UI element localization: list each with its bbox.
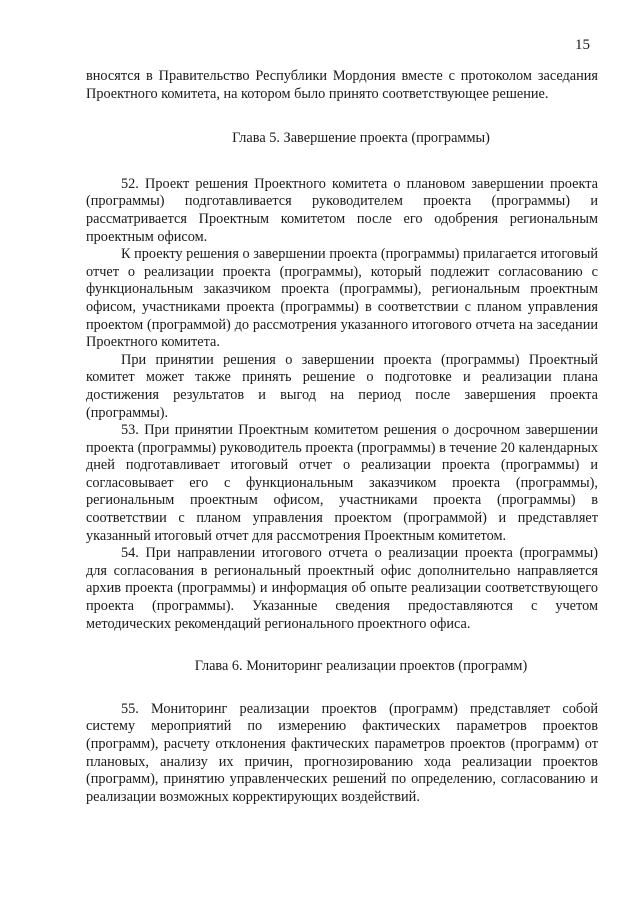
paragraph-52-attachment: К проекту решения о завершении проекта (программы) прилагается итоговый отчет о реализации проекта (программы), который подлежит согласованию с функциональным заказчиком проекта (программы), региональным проектным офисом, участниками проекта (программы) в соответствии с планом управления проектом (программой) до рассмотрения указанного итогового отчета на заседании Проектного комитета. [86,246,598,351]
page-number: 15 [575,37,590,53]
paragraph-52-plan: При принятии решения о завершении проекта (программы) Проектный комитет может также принять решение о подготовке и реализации плана достижения результатов и выгод на период после завершения проекта (программы). [86,351,598,421]
paragraph-53: 53. При принятии Проектным комитетом решения о досрочном завершении проекта (программы) руководитель проекта (программы) в течение 20 календарных дней подготавливает итоговый отчет о реализации проекта (программы) и согласовывает его с функциональным заказчиком проекта (программы), региональным проектным офисом, участниками проекта (программы) в соответствии с планом управления проектом (программой) и представляет указанный итоговый отчет для рассмотрения Проектным комитетом. [86,422,598,544]
paragraph-54: 54. При направлении итогового отчета о реализации проекта (программы) для согласования в региональный проектный офис дополнительно направляется архив проекта (программы) и информация об опыте реализации соответствующего проекта (программы). Указанные сведения предоставляются с учетом методических рекомендаций регионального проектного офиса. [86,545,598,632]
intro-paragraph: вносятся в Правительство Республики Мордония вместе с протоколом заседания Проектного комитета, на котором было принято соответствующее решение. [86,68,598,102]
chapter-6-heading: Глава 6. Мониторинг реализации проектов (программ) [194,658,528,675]
document-body [86,68,598,806]
chapter-5-heading: Глава 5. Завершение проекта (программы) [232,130,490,147]
paragraph-52: 52. Проект решения Проектного комитета о плановом завершении проекта (программы) подготавливается руководителем проекта (программы) и рассматривается Проектным комитетом после его одобрения региональным проектным офисом. [86,175,598,245]
paragraph-55: 55. Мониторинг реализации проектов (программ) представляет собой систему мероприятий по измерению фактических параметров проектов (программ), расчету отклонения фактических параметров проектов (программ) от плановых, анализу их причин, прогнозированию хода реализации проектов (программ), принятию управленческих решений по определению, согласованию и реализации возможных корректирующих воздействий. [86,700,598,805]
